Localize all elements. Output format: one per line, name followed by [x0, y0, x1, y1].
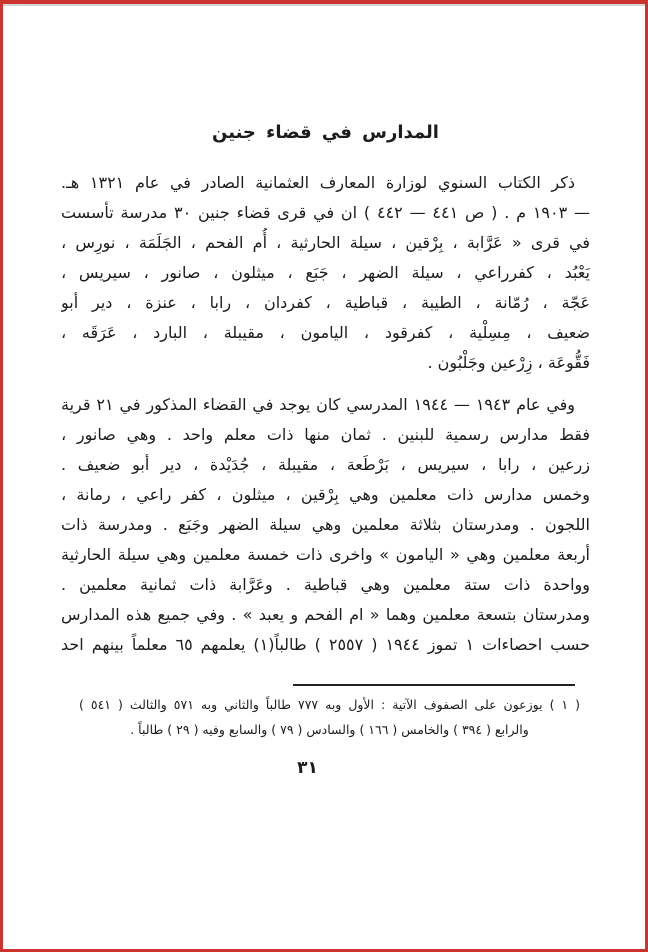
- paragraph-1: [61, 168, 590, 378]
- text-line: ضعيف ، مِسِلْية ، كفرقود ، اليامون ، مقيبلة ، البارد ، عَرَقَه ،: [61, 323, 590, 342]
- page-number: ٣١: [297, 758, 318, 778]
- text-line: فقط مدارس رسمية للبنين . ثمان منها ذات معلم واحد . وهي صانور ،: [61, 425, 590, 444]
- text-line: عَجّة ، رُمّانة ، الطيبة ، قباطية ، كفردان ، رابا ، عنزة ، دير أبو: [61, 293, 590, 312]
- footnote: [79, 692, 580, 742]
- text-line: في قرى « عَرَّابة ، بِرْقين ، سيلة الحارثية ، أُم الفحم ، الجَلَمَة ، نورِس ،: [61, 233, 590, 252]
- page-title: المدارس في قضاء جنين: [212, 122, 439, 143]
- text-line: حسب احصاءات ١ تموز ١٩٤٤ ( ٢٥٥٧ ) طالباً(١) يعلمهم ٦٥ معلماً بينهم احد: [61, 635, 590, 654]
- text-line: يَعْبُد ، كفرراعي ، سيلة الضهر ، جَبَع ، ميثلون ، صانور ، سيريس ،: [61, 263, 590, 282]
- scan-artifact-line: [3, 4, 645, 6]
- text-line: وواحدة ذات ستة معلمين وهي قباطية . وعَرَّابة ذات ثمانية معلمين .: [61, 575, 590, 594]
- text-line: وفي عام ١٩٤٣ — ١٩٤٤ المدرسي كان يوجد في القضاء المذكور في ٢١ قرية: [61, 395, 576, 414]
- text-line: زرعين ، رابا ، سيريس ، بَرْطَعة ، مقيبلة ، جُدَيْدة ، دير أبو ضعيف .: [61, 455, 590, 474]
- text-line: ذكر الكتاب السنوي لوزارة المعارف العثمانية الصادر في عام ١٣٢١ هـ.: [61, 173, 575, 192]
- text-line: فَقُّوعَة ، زِرْعين وجَلْبُون .: [427, 353, 590, 372]
- footnote-line: والرابع ( ٣٩٤ ) والخامس ( ١٦٦ ) والسادس ( ٧٩ ) والسابع وفيه ( ٢٩ ) طالباً .: [130, 722, 529, 737]
- paragraph-2: [61, 390, 590, 660]
- text-line: — ١٩٠٣ م . ( ص ٤٤١ — ٤٤٢ ) ان في قرى قضاء جنين ٣٠ مدرسة تأسست: [61, 203, 590, 222]
- footnote-separator: [293, 684, 575, 686]
- text-line: اللجون . ومدرستان بثلاثة معلمين وهي سيلة الضهر وجَبَع . ومدرسة ذات: [61, 515, 590, 534]
- page-content: [61, 119, 590, 778]
- text-line: وخمس مدارس ذات معلمين وهي بِرْقين ، ميثلون ، كفر راعي ، رمانة ،: [61, 485, 590, 504]
- text-line: ومدرستان بتسعة معلمين وهما « ام الفحم و يعبد » . وفي جميع هذه المدارس: [61, 605, 590, 624]
- footnote-line: ( ١ ) يوزعون على الصفوف الآتية : الأول وبه ٧٧٧ طالباً والثاني وبه ٥٧١ والثالث ( ٥٤١ ): [79, 697, 580, 712]
- text-line: أربعة معلمين وهي « اليامون » واخرى ذات خمسة معلمين وهي سيلة الحارثية: [61, 545, 590, 564]
